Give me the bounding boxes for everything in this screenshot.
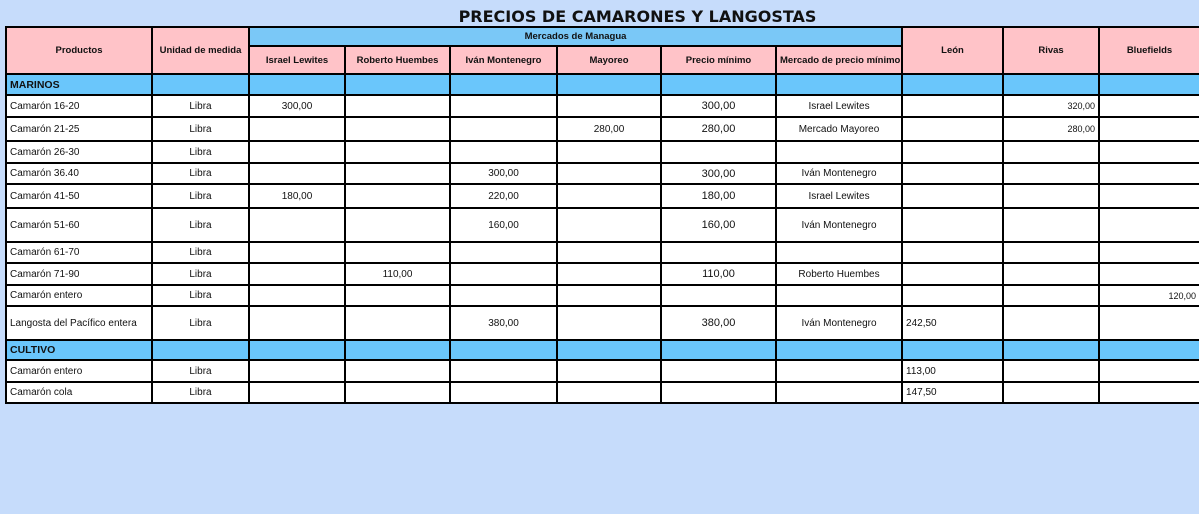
- cell-israel: [249, 208, 345, 242]
- table-row: [6, 360, 1199, 382]
- cell-roberto: [345, 306, 450, 340]
- table-row: [6, 285, 1199, 306]
- cell-rivas: [1003, 163, 1099, 184]
- cell-mayoreo: [557, 242, 661, 263]
- cell-bluefields: [1099, 360, 1199, 382]
- cell-leon: [902, 285, 1003, 306]
- cell-rivas: [1003, 360, 1099, 382]
- cell-mayoreo: [557, 263, 661, 285]
- cell-unidad: Libra: [152, 184, 249, 208]
- section-cell: [345, 340, 450, 360]
- section-cell: [902, 74, 1003, 95]
- cell-leon: 242,50: [902, 306, 1003, 340]
- table-row: [6, 306, 1199, 340]
- cell-bluefields: [1099, 95, 1199, 117]
- section-cell: [776, 74, 902, 95]
- cell-mercado-minimo: [776, 360, 902, 382]
- header-precio-minimo: Precio mínimo: [661, 46, 776, 74]
- table-row: [6, 184, 1199, 208]
- cell-bluefields: [1099, 242, 1199, 263]
- section-cell: [1099, 74, 1199, 95]
- cell-mayoreo: [557, 163, 661, 184]
- cell-israel: [249, 117, 345, 141]
- cell-roberto: [345, 285, 450, 306]
- cell-mayoreo: [557, 95, 661, 117]
- section-cell: [557, 74, 661, 95]
- cell-mayoreo: [557, 184, 661, 208]
- cell-unidad: Libra: [152, 95, 249, 117]
- section-label: CULTIVO: [6, 340, 152, 360]
- cell-rivas: 280,00: [1003, 117, 1099, 141]
- section-cell: [249, 74, 345, 95]
- cell-producto: Camarón 16-20: [6, 95, 152, 117]
- section-cell: [661, 74, 776, 95]
- section-cell: [557, 340, 661, 360]
- page-title: PRECIOS DE CAMARONES Y LANGOSTAS: [458, 7, 817, 26]
- cell-ivan: [450, 382, 557, 403]
- cell-precio-minimo: 110,00: [661, 263, 776, 285]
- cell-precio-minimo: [661, 141, 776, 163]
- cell-unidad: Libra: [152, 360, 249, 382]
- table-row: [6, 141, 1199, 163]
- cell-unidad: Libra: [152, 163, 249, 184]
- cell-ivan: [450, 263, 557, 285]
- section-cell: [249, 340, 345, 360]
- header-productos: Productos: [6, 27, 152, 74]
- cell-unidad: Libra: [152, 263, 249, 285]
- cell-bluefields: [1099, 141, 1199, 163]
- cell-roberto: [345, 117, 450, 141]
- cell-ivan: [450, 242, 557, 263]
- cell-israel: [249, 263, 345, 285]
- cell-roberto: [345, 95, 450, 117]
- cell-israel: [249, 306, 345, 340]
- cell-precio-minimo: [661, 285, 776, 306]
- cell-ivan: [450, 285, 557, 306]
- cell-roberto: [345, 382, 450, 403]
- cell-roberto: [345, 208, 450, 242]
- cell-bluefields: 120,00: [1099, 285, 1199, 306]
- cell-precio-minimo: [661, 382, 776, 403]
- cell-producto: Camarón 26-30: [6, 141, 152, 163]
- cell-israel: 180,00: [249, 184, 345, 208]
- cell-israel: [249, 163, 345, 184]
- section-cell: [152, 74, 249, 95]
- cell-leon: [902, 263, 1003, 285]
- cell-producto: Camarón 71-90: [6, 263, 152, 285]
- cell-roberto: 110,00: [345, 263, 450, 285]
- cell-bluefields: [1099, 306, 1199, 340]
- cell-mayoreo: [557, 141, 661, 163]
- cell-precio-minimo: 160,00: [661, 208, 776, 242]
- cell-unidad: Libra: [152, 285, 249, 306]
- cell-bluefields: [1099, 382, 1199, 403]
- cell-producto: Langosta del Pacífico entera: [6, 306, 152, 340]
- cell-producto: Camarón 21-25: [6, 117, 152, 141]
- cell-unidad: Libra: [152, 306, 249, 340]
- cell-mercado-minimo: Israel Lewites: [776, 184, 902, 208]
- cell-precio-minimo: 380,00: [661, 306, 776, 340]
- section-row: [6, 340, 1199, 360]
- cell-leon: 113,00: [902, 360, 1003, 382]
- header-israel: Israel Lewites: [249, 46, 345, 74]
- cell-mercado-minimo: Mercado Mayoreo: [776, 117, 902, 141]
- cell-producto: Camarón entero: [6, 360, 152, 382]
- cell-bluefields: [1099, 184, 1199, 208]
- section-cell: [345, 74, 450, 95]
- cell-mercado-minimo: Roberto Huembes: [776, 263, 902, 285]
- cell-precio-minimo: 300,00: [661, 163, 776, 184]
- cell-rivas: [1003, 141, 1099, 163]
- cell-ivan: 220,00: [450, 184, 557, 208]
- prices-table: [5, 26, 1199, 404]
- cell-roberto: [345, 163, 450, 184]
- section-label: MARINOS: [6, 74, 152, 95]
- cell-bluefields: [1099, 263, 1199, 285]
- cell-precio-minimo: [661, 242, 776, 263]
- cell-leon: 147,50: [902, 382, 1003, 403]
- cell-mayoreo: [557, 208, 661, 242]
- cell-unidad: Libra: [152, 242, 249, 263]
- table-row: [6, 117, 1199, 141]
- cell-producto: Camarón 61-70: [6, 242, 152, 263]
- header-leon: León: [902, 27, 1003, 74]
- section-cell: [450, 340, 557, 360]
- table-row: [6, 263, 1199, 285]
- cell-israel: [249, 242, 345, 263]
- cell-producto: Camarón entero: [6, 285, 152, 306]
- table-row: [6, 242, 1199, 263]
- cell-rivas: [1003, 306, 1099, 340]
- header-managua-group: Mercados de Managua: [249, 27, 902, 46]
- cell-mayoreo: [557, 285, 661, 306]
- cell-rivas: [1003, 208, 1099, 242]
- cell-mercado-minimo: Iván Montenegro: [776, 306, 902, 340]
- section-cell: [1003, 340, 1099, 360]
- header-unidad: Unidad de medida: [152, 27, 249, 74]
- section-cell: [1099, 340, 1199, 360]
- cell-precio-minimo: 280,00: [661, 117, 776, 141]
- cell-mayoreo: [557, 306, 661, 340]
- header-bluefields: Bluefields: [1099, 27, 1199, 74]
- cell-precio-minimo: 180,00: [661, 184, 776, 208]
- cell-rivas: [1003, 263, 1099, 285]
- cell-precio-minimo: 300,00: [661, 95, 776, 117]
- cell-mercado-minimo: [776, 285, 902, 306]
- section-cell: [1003, 74, 1099, 95]
- section-row: [6, 74, 1199, 95]
- cell-ivan: [450, 360, 557, 382]
- cell-unidad: Libra: [152, 382, 249, 403]
- cell-bluefields: [1099, 208, 1199, 242]
- cell-unidad: Libra: [152, 117, 249, 141]
- cell-producto: Camarón 36.40: [6, 163, 152, 184]
- table-row: [6, 95, 1199, 117]
- cell-mayoreo: 280,00: [557, 117, 661, 141]
- cell-leon: [902, 208, 1003, 242]
- cell-roberto: [345, 242, 450, 263]
- cell-roberto: [345, 141, 450, 163]
- section-cell: [661, 340, 776, 360]
- cell-israel: [249, 285, 345, 306]
- cell-producto: Camarón cola: [6, 382, 152, 403]
- header-rivas: Rivas: [1003, 27, 1099, 74]
- cell-unidad: Libra: [152, 141, 249, 163]
- cell-israel: [249, 360, 345, 382]
- cell-israel: 300,00: [249, 95, 345, 117]
- table-row: [6, 382, 1199, 403]
- cell-producto: Camarón 41-50: [6, 184, 152, 208]
- header-mayoreo: Mayoreo: [557, 46, 661, 74]
- cell-israel: [249, 382, 345, 403]
- cell-rivas: [1003, 242, 1099, 263]
- cell-leon: [902, 242, 1003, 263]
- section-cell: [902, 340, 1003, 360]
- cell-leon: [902, 117, 1003, 141]
- cell-roberto: [345, 184, 450, 208]
- cell-rivas: [1003, 382, 1099, 403]
- table-row: [6, 163, 1199, 184]
- cell-rivas: [1003, 285, 1099, 306]
- table-row: [6, 208, 1199, 242]
- cell-bluefields: [1099, 163, 1199, 184]
- cell-ivan: [450, 141, 557, 163]
- cell-leon: [902, 141, 1003, 163]
- section-cell: [450, 74, 557, 95]
- cell-mayoreo: [557, 360, 661, 382]
- cell-mercado-minimo: [776, 141, 902, 163]
- cell-ivan: 300,00: [450, 163, 557, 184]
- cell-bluefields: [1099, 117, 1199, 141]
- section-cell: [152, 340, 249, 360]
- header-ivan: Iván Montenegro: [450, 46, 557, 74]
- cell-leon: [902, 95, 1003, 117]
- cell-ivan: 160,00: [450, 208, 557, 242]
- header-mercado-precio-minimo: Mercado de precio mínimo: [776, 46, 902, 74]
- cell-precio-minimo: [661, 360, 776, 382]
- cell-mercado-minimo: Israel Lewites: [776, 95, 902, 117]
- cell-mercado-minimo: [776, 382, 902, 403]
- cell-mercado-minimo: Iván Montenegro: [776, 208, 902, 242]
- cell-leon: [902, 163, 1003, 184]
- cell-ivan: [450, 117, 557, 141]
- cell-producto: Camarón 51-60: [6, 208, 152, 242]
- cell-ivan: [450, 95, 557, 117]
- cell-roberto: [345, 360, 450, 382]
- cell-leon: [902, 184, 1003, 208]
- cell-mercado-minimo: [776, 242, 902, 263]
- cell-mercado-minimo: Iván Montenegro: [776, 163, 902, 184]
- cell-israel: [249, 141, 345, 163]
- cell-rivas: 320,00: [1003, 95, 1099, 117]
- cell-unidad: Libra: [152, 208, 249, 242]
- header-roberto: Roberto Huembes: [345, 46, 450, 74]
- cell-mayoreo: [557, 382, 661, 403]
- cell-ivan: 380,00: [450, 306, 557, 340]
- section-cell: [776, 340, 902, 360]
- cell-rivas: [1003, 184, 1099, 208]
